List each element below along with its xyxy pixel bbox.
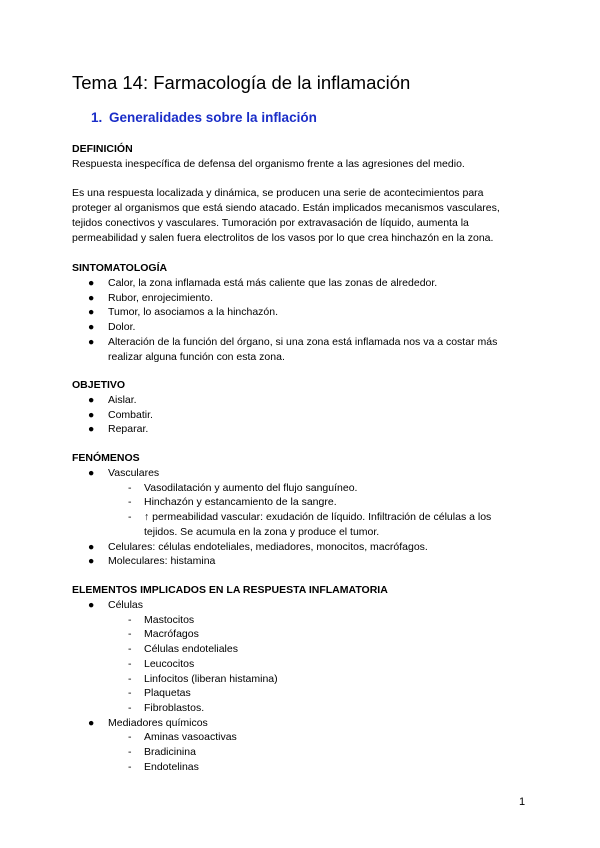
sub-list-item <box>108 686 532 701</box>
sub-item-text: Endotelinas <box>144 760 199 773</box>
dash-icon: - <box>128 628 132 641</box>
list-item-text: Alteración de la función del órgano, si una zona está inflamada nos va a costar más <box>108 335 498 348</box>
list-item-text: Células <box>108 599 144 611</box>
bullet-icon: ● <box>88 408 95 421</box>
sub-item-text: Plaquetas <box>144 687 191 700</box>
bullet-icon: ● <box>88 540 95 553</box>
list-item-text: Reparar. <box>108 423 149 436</box>
list-item <box>72 422 532 437</box>
section-label: Generalidades sobre la inflación <box>109 110 317 125</box>
sub-item-text: Macrófagos <box>144 628 199 641</box>
sub-item-text: Fibroblastos. <box>144 701 205 714</box>
bullet-icon: ● <box>88 599 95 611</box>
objetivo-list <box>72 393 532 437</box>
list-item-text: Celulares: células endoteliales, mediadores, monocitos, macrófagos. <box>108 540 428 553</box>
dash-icon: - <box>128 746 132 759</box>
bullet-icon: ● <box>88 555 95 568</box>
dash-icon: - <box>128 687 132 700</box>
bullet-icon: ● <box>88 291 95 304</box>
dash-icon: - <box>128 731 132 744</box>
dash-icon: - <box>128 511 132 524</box>
sub-item-text: Bradicinina <box>144 746 196 759</box>
definicion-line <box>72 157 542 172</box>
page-number: 1 <box>519 796 526 808</box>
list-item-text: Vasculares <box>108 467 160 479</box>
list-item-text: realizar alguna función con esta zona. <box>108 350 285 363</box>
list-item-text: Combatir. <box>108 408 153 421</box>
list-item-text: Aislar. <box>108 394 137 406</box>
text-line: Respuesta inespecífica de defensa del organismo frente a las agresiones del medio. <box>72 158 465 170</box>
bullet-icon: ● <box>88 277 95 289</box>
list-item <box>72 291 532 306</box>
list-item-text: Calor, la zona inflamada está más caliente que las zonas de alrededor. <box>108 277 438 289</box>
list-item <box>72 276 532 291</box>
list-item-text: Tumor, lo asociamos a la hinchazón. <box>108 306 279 319</box>
sub-item-text: Vasodilatación y aumento del flujo sanguíneo. <box>144 481 358 494</box>
dash-icon: - <box>128 481 132 494</box>
sub-list-item <box>108 613 532 628</box>
dash-icon: - <box>128 657 132 670</box>
bullet-icon: ● <box>88 321 95 334</box>
page-title: Tema 14: Farmacología de la inflamación <box>72 72 411 93</box>
sub-list-item <box>108 510 532 539</box>
sub-list-item <box>108 701 532 716</box>
list-item <box>72 466 532 540</box>
sub-item-text: tejidos. Se acumula en la zona y produce el tumor. <box>144 525 380 538</box>
sub-list-item <box>108 495 532 510</box>
text-line: permeabilidad y salen fuera electrolitos de los vasos por lo que crea hinchazón en la zona. <box>72 232 494 244</box>
sub-list-item <box>108 627 532 642</box>
bullet-icon: ● <box>88 306 95 319</box>
dash-icon: - <box>128 613 132 626</box>
dash-icon: - <box>128 701 132 714</box>
bullet-icon: ● <box>88 467 95 479</box>
sub-list-item <box>108 481 532 496</box>
list-item <box>72 554 532 569</box>
section-number: 1. <box>91 110 103 125</box>
sub-item-text: Hinchazón y estancamiento de la sangre. <box>144 496 337 509</box>
dash-icon: - <box>128 643 132 656</box>
list-item <box>72 598 532 716</box>
heading-sintomatologia: SINTOMATOLOGÍA <box>72 262 168 274</box>
heading-definicion: DEFINICIÓN <box>72 143 133 155</box>
definicion-paragraph <box>72 186 542 246</box>
sub-list <box>108 481 532 540</box>
text-line: tejidos conectivos y vasculares. Tumoración por extravasación de líquido, aumenta la <box>72 217 469 229</box>
section-heading-generalidades <box>91 110 317 125</box>
list-item-text: Moleculares: histamina <box>108 555 216 568</box>
list-item <box>72 540 532 555</box>
heading-fenomenos: FENÓMENOS <box>72 452 140 464</box>
list-item-text: Rubor, enrojecimiento. <box>108 291 214 304</box>
sub-item-text: Leucocitos <box>144 657 195 670</box>
heading-elementos: ELEMENTOS IMPLICADOS EN LA RESPUESTA INFLAMATORIA <box>72 584 388 596</box>
sub-item-text: Células endoteliales <box>144 643 238 656</box>
list-item <box>72 305 532 320</box>
fenomenos-list <box>72 466 532 569</box>
sub-list-item <box>108 657 532 672</box>
bullet-icon: ● <box>88 394 95 406</box>
list-item <box>72 716 532 775</box>
sub-item-text: Aminas vasoactivas <box>144 731 237 744</box>
sub-list-item <box>108 730 532 745</box>
bullet-icon: ● <box>88 423 95 436</box>
sub-list <box>108 730 532 774</box>
list-item-text: Mediadores químicos <box>108 716 208 729</box>
sub-item-text: Mastocitos <box>144 613 195 626</box>
sub-list <box>108 613 532 716</box>
sintomatologia-list <box>72 276 532 364</box>
list-item <box>72 320 532 335</box>
sub-list-item <box>108 745 532 760</box>
dash-icon: - <box>128 496 132 509</box>
dash-icon: - <box>128 760 132 773</box>
sub-list-item <box>108 672 532 687</box>
sub-item-text: ↑ permeabilidad vascular: exudación de líquido. Infiltración de células a los <box>144 511 492 524</box>
list-item <box>72 335 532 364</box>
sub-list-item <box>108 760 532 775</box>
sub-item-text: Linfocitos (liberan histamina) <box>144 672 278 685</box>
sub-list-item <box>108 642 532 657</box>
bullet-icon: ● <box>88 335 95 348</box>
heading-objetivo: OBJETIVO <box>72 379 126 391</box>
text-line: proteger al organismos que está siendo atacado. Están implicados mecanismos vasculares, <box>72 202 500 214</box>
bullet-icon: ● <box>88 716 95 729</box>
list-item <box>72 393 532 408</box>
elementos-list <box>72 598 532 774</box>
text-line: Es una respuesta localizada y dinámica, se producen una serie de acontecimientos para <box>72 187 484 199</box>
dash-icon: - <box>128 672 132 685</box>
list-item <box>72 408 532 423</box>
list-item-text: Dolor. <box>108 321 136 334</box>
